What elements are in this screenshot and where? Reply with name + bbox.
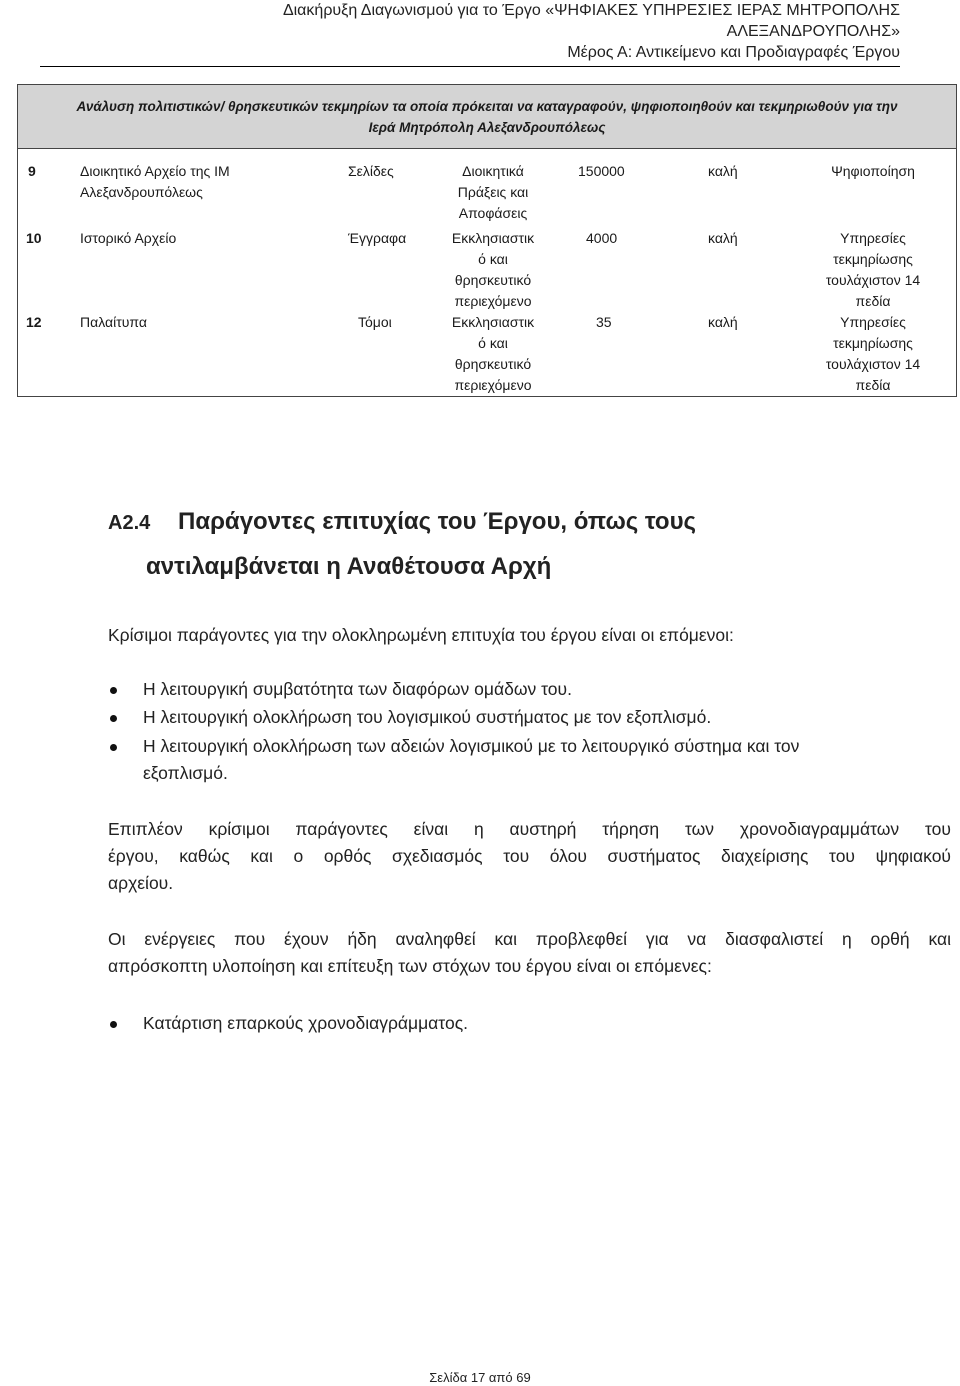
paragraph-line: Οι ενέργειες που έχουν ήδη αναληφθεί και προβλεφθεί για να διασφαλιστεί η ορθή και [108,929,951,949]
section-title-line2: αντιλαμβάνεται η Αναθέτουσα Αρχή [146,553,552,580]
row-number: 10 [26,230,42,246]
row-name: Ιστορικό Αρχείο [80,230,177,246]
row-quantity: 4000 [586,230,618,246]
row-service-line: τεκμηρίωσης [833,335,913,351]
intro-paragraph: Κρίσιμοι παράγοντες για την ολοκληρωμένη επιτυχία του έργου είναι οι επόμενοι: [108,625,734,645]
row-service-line: τουλάχιστον 14 [825,356,921,372]
header-title-line2: ΑΛΕΞΑΝΔΡΟΥΠΟΛΗΣ» [726,23,900,40]
row-service [808,312,938,396]
row-type [438,312,548,396]
header-part-label: Μέρος Α: Αντικείμενο και Προδιαγραφές Έργου [567,44,900,61]
table-title-line2: Ιερά Μητρόπολη Αλεξανδρουπόλεως [368,120,606,135]
table-title-line1: Ανάλυση πολιτιστικών/ θρησκευτικών τεκμηρίων τα οποία πρόκειται να καταγραφούν, ψηφιοποιηθούν και τεκμηριωθούν για την [76,99,898,114]
row-type-line: Πράξεις και [457,184,529,200]
row-quantity: 35 [596,314,612,330]
row-type-line: περιεχόμενο [454,377,532,393]
list-item-text: Η λειτουργική ολοκλήρωση των αδειών λογισμικού με το λειτουργικό σύστημα και τον [143,736,800,756]
row-type-line: περιεχόμενο [454,293,532,309]
row-name-line: Διοικητικό Αρχείο της ΙΜ [80,163,230,179]
row-state: καλή [708,163,738,179]
row-unit: Έγγραφα [348,230,407,246]
header-title-line1: Διακήρυξη Διαγωνισμού για το Έργο «ΨΗΦΙΑΚΕΣ ΥΠΗΡΕΣΙΕΣ ΙΕΡΑΣ ΜΗΤΡΟΠΟΛΗΣ [282,2,900,19]
paragraph-line: απρόσκοπτη υλοποίηση και επίτευξη των στόχων του έργου είναι οι επόμενες: [108,956,712,976]
bullet-icon [110,1021,117,1028]
row-quantity: 150000 [578,163,625,179]
row-service-line: πεδία [855,377,891,393]
row-service-line: πεδία [855,293,891,309]
row-state: καλή [708,314,738,330]
list-item-text-continued: εξοπλισμό. [143,763,228,783]
list-item [108,1010,951,1037]
row-name-line: Αλεξανδρουπόλεως [80,184,203,200]
items-table [17,84,957,397]
row-service [808,161,938,182]
list-item-text: Κατάρτιση επαρκούς χρονοδιαγράμματος. [143,1013,468,1033]
list-item [108,676,951,703]
row-service-line: Υπηρεσίες [840,314,906,330]
paragraph-critical-factors [108,816,951,897]
paragraph-line: έργου, καθώς και ο ορθός σχεδιασμός του όλου συστήματος διαχείρισης του ψηφιακού [108,846,951,866]
row-type-line: ό και [478,335,508,351]
row-state: καλή [708,230,738,246]
bullet-icon [110,687,117,694]
page-number: Σελίδα 17 από 69 [429,1370,531,1385]
document-header [40,0,900,63]
row-service-line: Ψηφιοποίηση [831,163,915,179]
bullet-icon [110,744,117,751]
row-type [438,161,548,224]
paragraph-actions [108,926,951,980]
paragraph-line: Επιπλέον κρίσιμοι παράγοντες είναι η αυστηρή τήρηση των χρονοδιαγραμμάτων του [108,819,951,839]
row-unit: Τόμοι [358,314,392,330]
bullet-icon [110,715,117,722]
table-title [18,85,956,149]
list-item-text: Η λειτουργική ολοκλήρωση του λογισμικού συστήματος με τον εξοπλισμό. [143,707,712,727]
row-type [438,228,548,312]
row-unit: Σελίδες [348,163,394,179]
row-type-line: ό και [478,251,508,267]
row-type-line: θρησκευτικό [454,272,532,288]
section-heading [108,500,908,589]
row-service-line: τουλάχιστον 14 [825,272,921,288]
section-title-line1 [108,500,908,545]
row-type-line: Εκκλησιαστικ [451,230,535,246]
row-service-line: Υπηρεσίες [840,230,906,246]
section-number: Α2.4 [108,512,151,534]
row-service-line: τεκμηρίωσης [833,251,913,267]
row-type-line: θρησκευτικό [454,356,532,372]
paragraph-line: αρχείου. [108,873,174,893]
section-title-text: Παράγοντες επιτυχίας του Έργου, όπως τους [178,508,697,535]
row-name: Παλαίτυπα [80,314,147,330]
list-item [108,733,951,787]
row-type-line: Διοικητικά [462,163,524,179]
row-number: 9 [28,163,36,179]
header-divider [40,66,900,67]
list-item [108,704,951,731]
row-name [80,161,300,203]
row-service [808,228,938,312]
list-item-text: Η λειτουργική συμβατότητα των διαφόρων ομάδων του. [143,679,572,699]
row-type-line: Αποφάσεις [458,205,528,221]
row-type-line: Εκκλησιαστικ [451,314,535,330]
row-number: 12 [26,314,42,330]
